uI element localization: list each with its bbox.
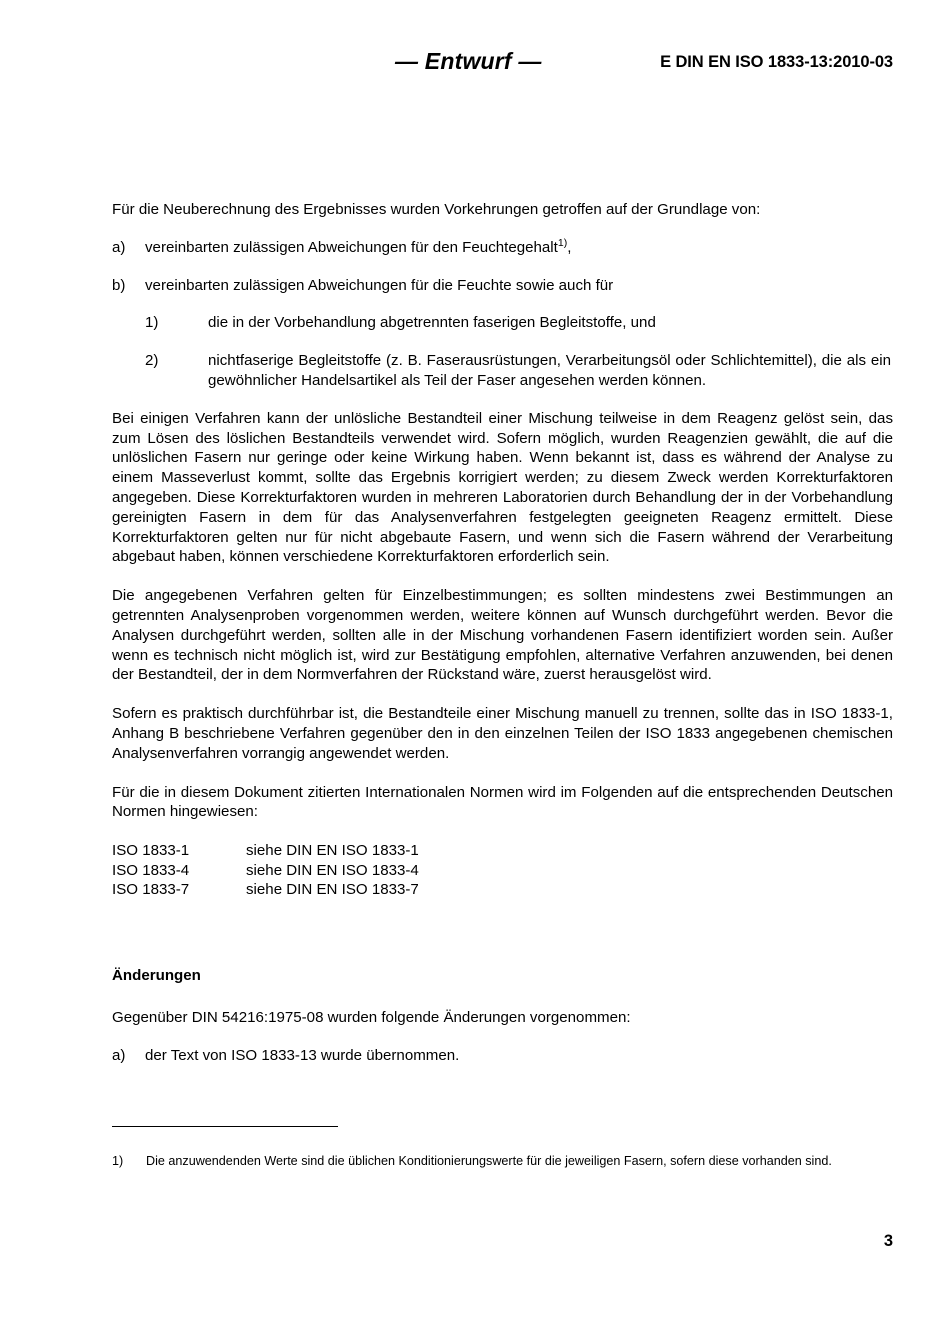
list-item-a-text-tail: , xyxy=(567,238,572,256)
sublist-b xyxy=(112,313,893,390)
list-item-b-1 xyxy=(145,313,893,333)
paragraph-4: Für die in diesem Dokument zitierten Internationalen Normen wird im Folgenden auf die entsprechenden Deutschen Normen hingewiesen: xyxy=(112,783,893,821)
table-row xyxy=(112,861,419,881)
changes-intro: Gegenüber DIN 54216:1975-08 wurden folgende Änderungen vorgenommen: xyxy=(112,1008,631,1026)
table-row xyxy=(112,841,419,861)
list-marker-b-1: 1) xyxy=(145,314,159,332)
list-marker-b: b) xyxy=(112,276,126,294)
list-marker-b-2: 2) xyxy=(145,352,159,370)
list-item-a-text-main: vereinbarten zulässigen Abweichungen für den Feuchtegehalt xyxy=(145,238,558,256)
footnote-block xyxy=(112,1126,893,1170)
list-item-b-2 xyxy=(145,351,893,391)
table-row xyxy=(112,880,419,900)
page-number: 3 xyxy=(883,1232,893,1250)
footnote-marker-1: 1) xyxy=(112,1154,124,1168)
draft-marker: — Entwurf — xyxy=(395,48,542,74)
din-reference: siehe DIN EN ISO 1833-1 xyxy=(246,842,419,860)
footnote-separator xyxy=(112,1126,338,1127)
lead-paragraph: Für die Neuberechnung des Ergebnisses wurden Vorkehrungen getroffen auf der Grundlage von: xyxy=(112,201,761,218)
standard-number: E DIN EN ISO 1833-13:2010-03 xyxy=(660,53,893,71)
list-item-b-1-text: die in der Vorbehandlung abgetrennten faserigen Begleitstoffe, und xyxy=(208,314,656,332)
iso-din-crossref-table xyxy=(112,841,419,900)
din-reference: siehe DIN EN ISO 1833-7 xyxy=(246,881,419,899)
paragraph-2: Die angegebenen Verfahren gelten für Einzelbestimmungen; es sollten mindestens zwei Bestimmungen an getrennten Analysenproben vorgenommen werden, weitere können auf Wunsch durchgeführt werden. Bevor die Analysen durchgeführt werden, sollten alle in der Mischung vorhandenen Fasern identifiziert worden sein. Außer wenn es technisch nicht möglich ist, wird zur Bestätigung empfohlen, alternative Verfahren anzuwenden, bei denen der Bestandteil, der in dem Normverfahren der Rückstand wäre, zuerst herausgelöst wird. xyxy=(112,587,893,684)
footnote-1-text xyxy=(112,1153,893,1170)
iso-reference: ISO 1833-7 xyxy=(112,881,190,899)
din-reference: siehe DIN EN ISO 1833-4 xyxy=(246,861,419,879)
page-header xyxy=(112,48,893,82)
list-item-b xyxy=(112,276,893,296)
changes-item-a xyxy=(112,1046,893,1066)
iso-reference: ISO 1833-1 xyxy=(112,842,190,860)
list-item-b-2-text: nichtfaserige Begleitstoffe (z. B. Faserausrüstungen, Verarbeitungsöl oder Schlichtemittel), die als ein gewöhnlicher Handelsartikel als Teil der Faser angesehen werden können. xyxy=(208,352,891,389)
iso-din-crossref-body xyxy=(112,841,419,900)
paragraph-3: Sofern es praktisch durchführbar ist, die Bestandteile einer Mischung manuell zu trennen, sollte das in ISO 1833-1, Anhang B beschriebene Verfahren gegenüber den in den einzelnen Teilen der ISO 1833 angegebenen chemischen Analysenverfahren vorrangig angewendet werden. xyxy=(112,705,893,762)
list-item-a xyxy=(112,238,893,258)
footnote-1-content: Die anzuwendenden Werte sind die üblichen Konditionierungswerte für die jeweiligen Fasern, sofern diese vorhanden sind. xyxy=(146,1154,832,1168)
changes-marker-a: a) xyxy=(112,1046,126,1064)
section-heading-aenderungen: Änderungen xyxy=(112,966,201,984)
list-marker-a: a) xyxy=(112,238,126,256)
list-item-a-text xyxy=(145,238,893,258)
footnote-reference-1[interactable]: 1) xyxy=(557,236,568,249)
footnote-1 xyxy=(112,1153,893,1170)
list-item-b-text: vereinbarten zulässigen Abweichungen für die Feuchte sowie auch für xyxy=(145,276,614,294)
changes-item-a-text: der Text von ISO 1833-13 wurde übernommen. xyxy=(145,1046,460,1064)
paragraph-1: Bei einigen Verfahren kann der unlösliche Bestandteil einer Mischung teilweise in dem Reagenz gelöst sein, das zum Lösen des löslichen Bestandteils verwendet wird. Sofern möglich, wurden Reagenzien gewählt, die auf die unlöslichen Fasern nur geringe oder keine Wirkung haben. Wenn bekannt ist, dass es während der Analyse zu einem Masseverlust kommt, sollte das Ergebnis korrigiert werden; zu diesem Zweck werden Korrekturfaktoren angegeben. Diese Korrekturfaktoren wurden in mehreren Laboratorien durch Behandlung der in der Vorbehandlung gereinigten Fasern in dem für das Analysenverfahren festgelegten geeigneten Reagenz ermittelt. Diese Korrekturfaktoren gelten nur für nicht abgebaute Fasern, und wenn sich die Fasern während der Verarbeitung abgebaut haben, können verschiedene Korrekturfaktoren erforderlich sein. xyxy=(112,409,893,566)
iso-reference: ISO 1833-4 xyxy=(112,861,190,879)
document-body xyxy=(112,200,893,1065)
